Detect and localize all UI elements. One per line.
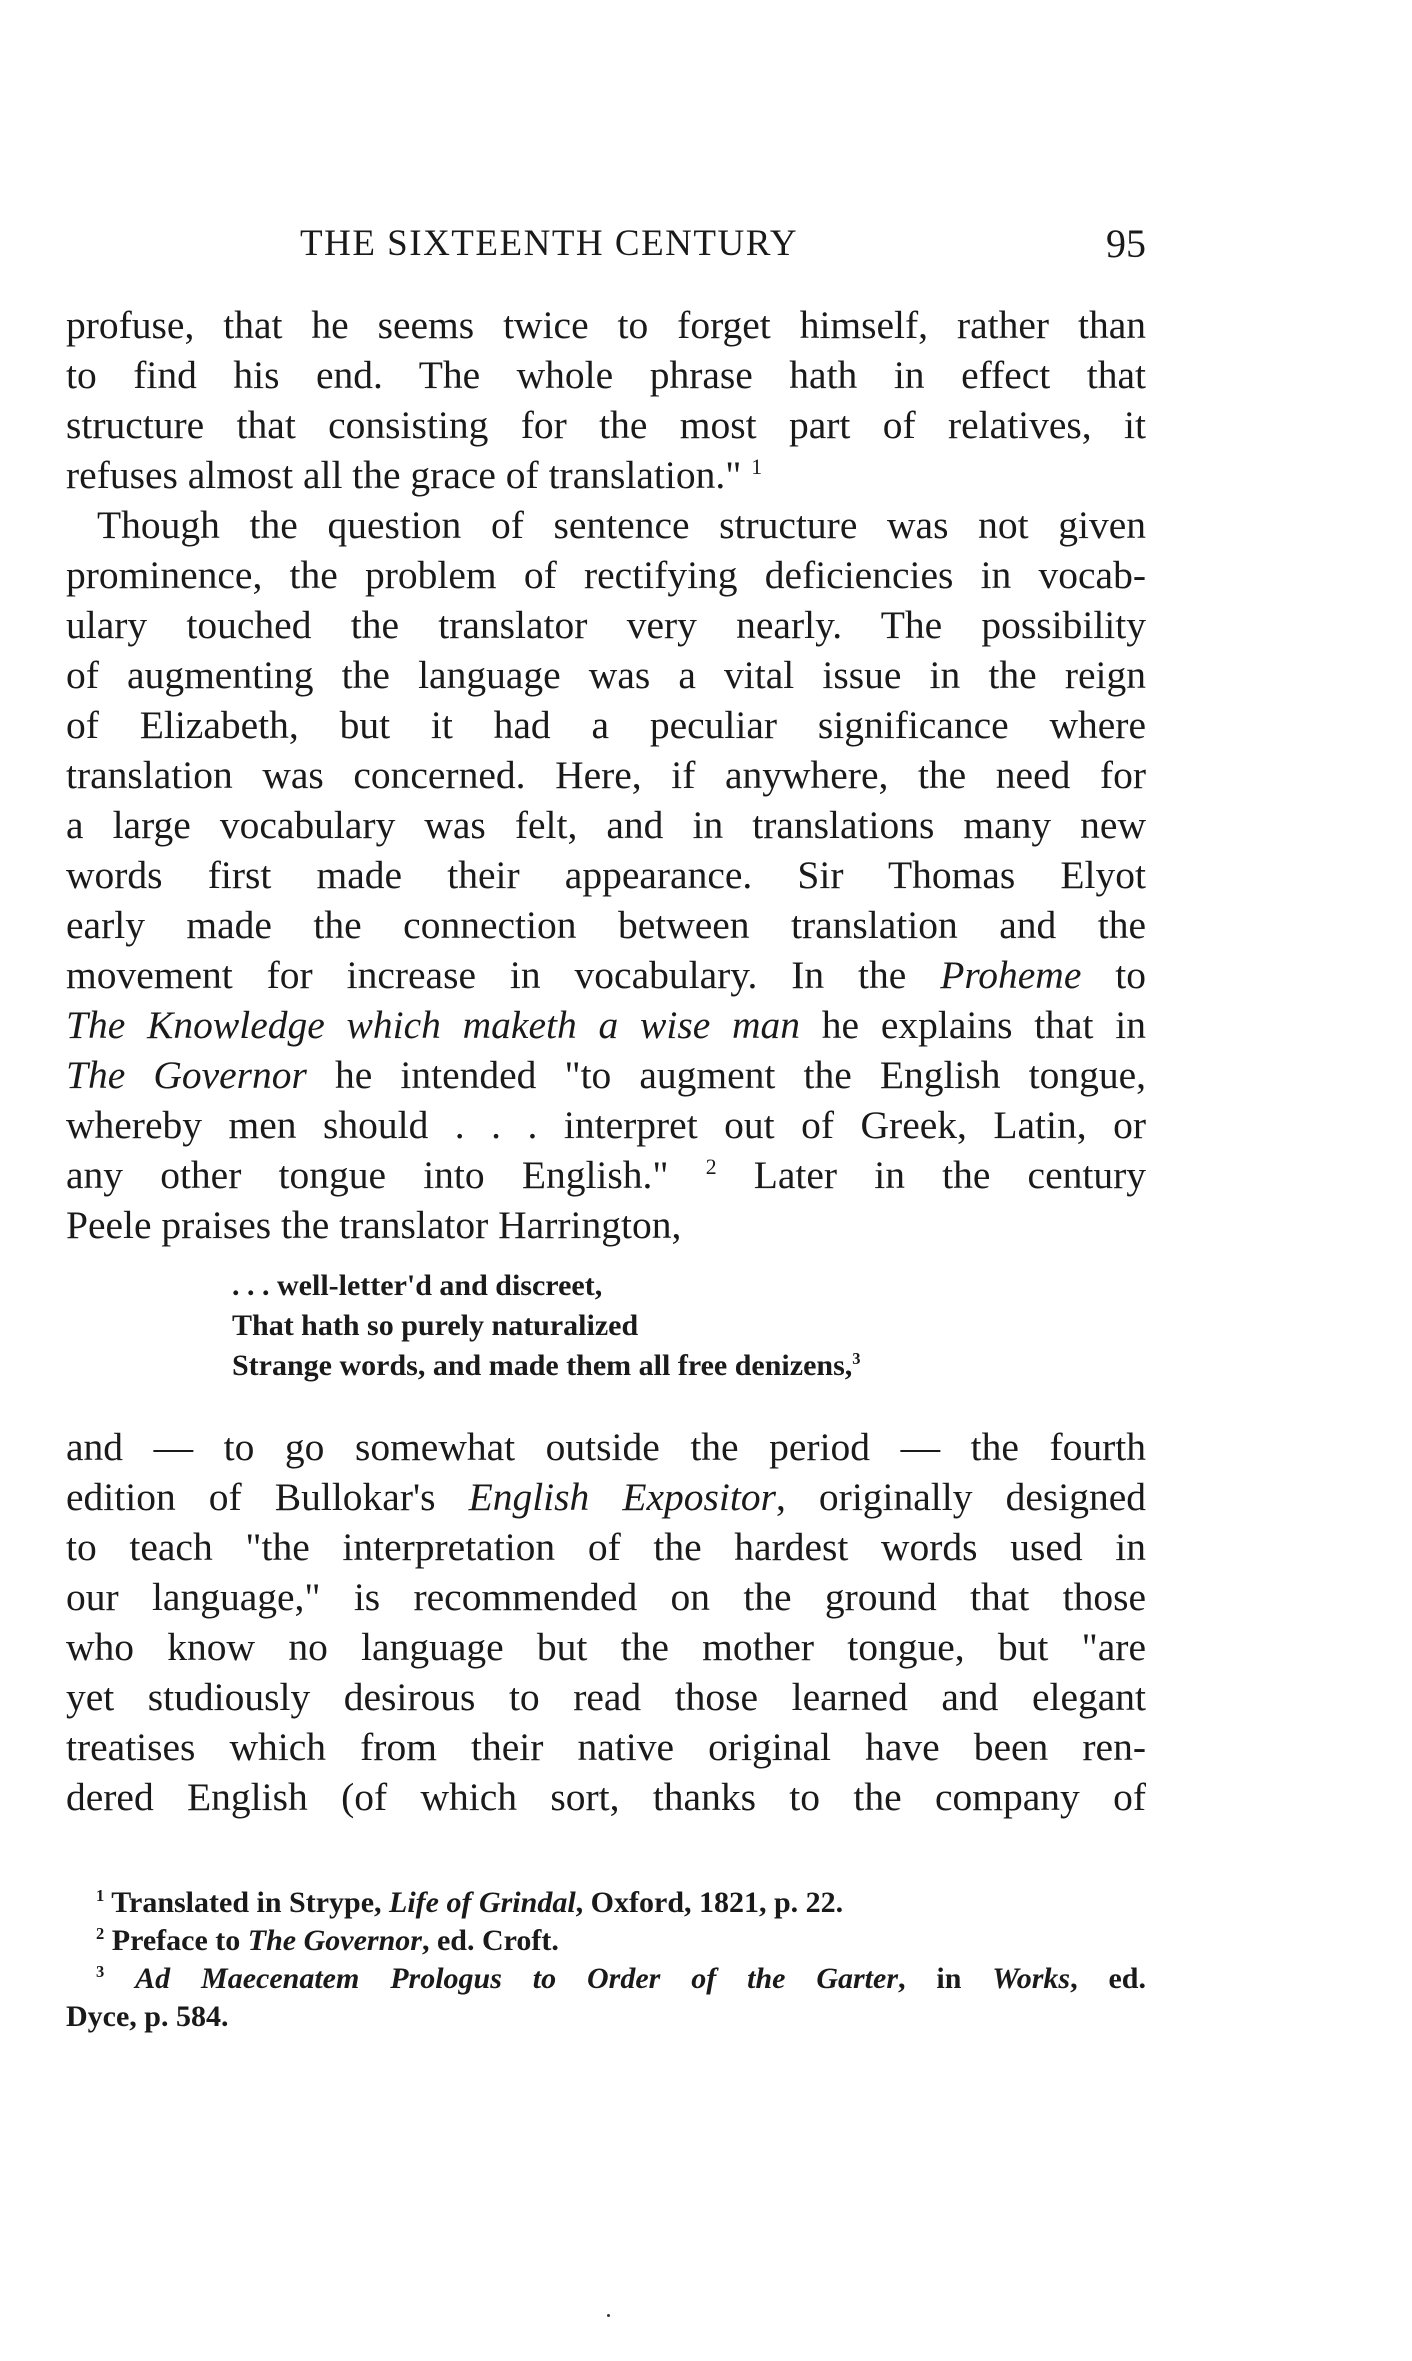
verse-line: That hath so purely naturalized <box>232 1309 639 1342</box>
text-line: and — to go somewhat outside the period — the fourth <box>66 1425 1146 1469</box>
page-number: 95 <box>1106 221 1146 266</box>
text-line: yet studiously desirous to read those learned and elegant <box>66 1675 1146 1719</box>
text-line: The Knowledge which maketh a wise man he explains that in <box>66 1003 1146 1047</box>
footnote-number: 3 <box>96 1962 105 1981</box>
italic-title-expositor: English Expositor <box>468 1475 776 1519</box>
paragraph-start-line: Though the question of sentence structure was not given <box>97 503 1146 547</box>
body-text-top <box>66 300 1146 1250</box>
text-line: words first made their appearance. Sir Thomas Elyot <box>66 853 1146 897</box>
text-line: dered English (of which sort, thanks to the company of <box>66 1775 1146 1819</box>
verse-line: . . . well-letter'd and discreet, <box>232 1269 603 1302</box>
italic-title-governor: The Governor <box>66 1053 307 1097</box>
footnote-ref: 3 <box>852 1349 861 1368</box>
italic-title-knowledge: The Knowledge which maketh a wise man <box>66 1003 801 1047</box>
text-line: profuse, that he seems twice to forget himself, rather than <box>66 303 1146 347</box>
text-line: any other tongue into English." $^2$ Later in the century <box>66 1153 1146 1197</box>
footnote-number: 2 <box>96 1924 105 1943</box>
text-line: our language," is recommended on the ground that those <box>66 1575 1146 1619</box>
text-line: edition of Bullokar's English Expositor, originally designed <box>66 1475 1146 1519</box>
body-text-bottom <box>66 1422 1146 1822</box>
footnote-3-continuation: Dyce, p. 584. <box>66 2000 229 2033</box>
text-line: movement for increase in vocabulary. In the Proheme to <box>66 953 1146 997</box>
text-line: whereby men should . . . interpret out of Greek, Latin, or <box>66 1103 1146 1147</box>
running-title: THE SIXTEENTH CENTURY <box>300 223 799 264</box>
print-speck <box>607 2314 610 2317</box>
text-line: to find his end. The whole phrase hath in effect that <box>66 353 1146 397</box>
text-line: a large vocabulary was felt, and in translations many new <box>66 803 1146 847</box>
footnote-ref: 1 <box>751 454 763 479</box>
text-line: early made the connection between translation and the <box>66 903 1146 947</box>
text-line: who know no language but the mother tongue, but "are <box>66 1625 1146 1669</box>
text-line: refuses almost all the grace of translation." $^1$ <box>66 453 763 497</box>
text-line: translation was concerned. Here, if anywhere, the need for <box>66 753 1146 797</box>
verse-quotation <box>232 1266 861 1386</box>
footnote-1: $^1$ Translated in Strype, Life of Grindal, Oxford, 1821, p. 22. <box>96 1886 844 1919</box>
text-line: to teach "the interpretation of the hardest words used in <box>66 1525 1146 1569</box>
italic-title-proheme: Proheme <box>940 953 1082 997</box>
text-line: treatises which from their native original have been ren- <box>66 1725 1146 1769</box>
text-line: structure that consisting for the most part of relatives, it <box>66 403 1146 447</box>
text-line: The Governor he intended "to augment the English tongue, <box>66 1053 1146 1097</box>
text-line: Peele praises the translator Harrington, <box>66 1203 682 1247</box>
footnote-2: $^2$ Preface to The Governor, ed. Croft. <box>96 1924 559 1957</box>
text-line: prominence, the problem of rectifying deficiencies in vocab- <box>66 553 1146 597</box>
text-line: ulary touched the translator very nearly. The possibility <box>66 603 1146 647</box>
text-line: of augmenting the language was a vital issue in the reign <box>66 653 1146 697</box>
footnote-ref: 2 <box>705 1154 717 1179</box>
footnote-3: $^3$ Ad Maecenatem Prologus to Order of the Garter, in Works, ed. <box>96 1962 1146 1995</box>
footnote-number: 1 <box>96 1886 105 1905</box>
running-head <box>66 216 1146 272</box>
verse-line: Strange words, and made them all free denizens,$^3$ <box>232 1349 861 1382</box>
text-line: of Elizabeth, but it had a peculiar significance where <box>66 703 1146 747</box>
footnotes <box>66 1884 1146 2036</box>
